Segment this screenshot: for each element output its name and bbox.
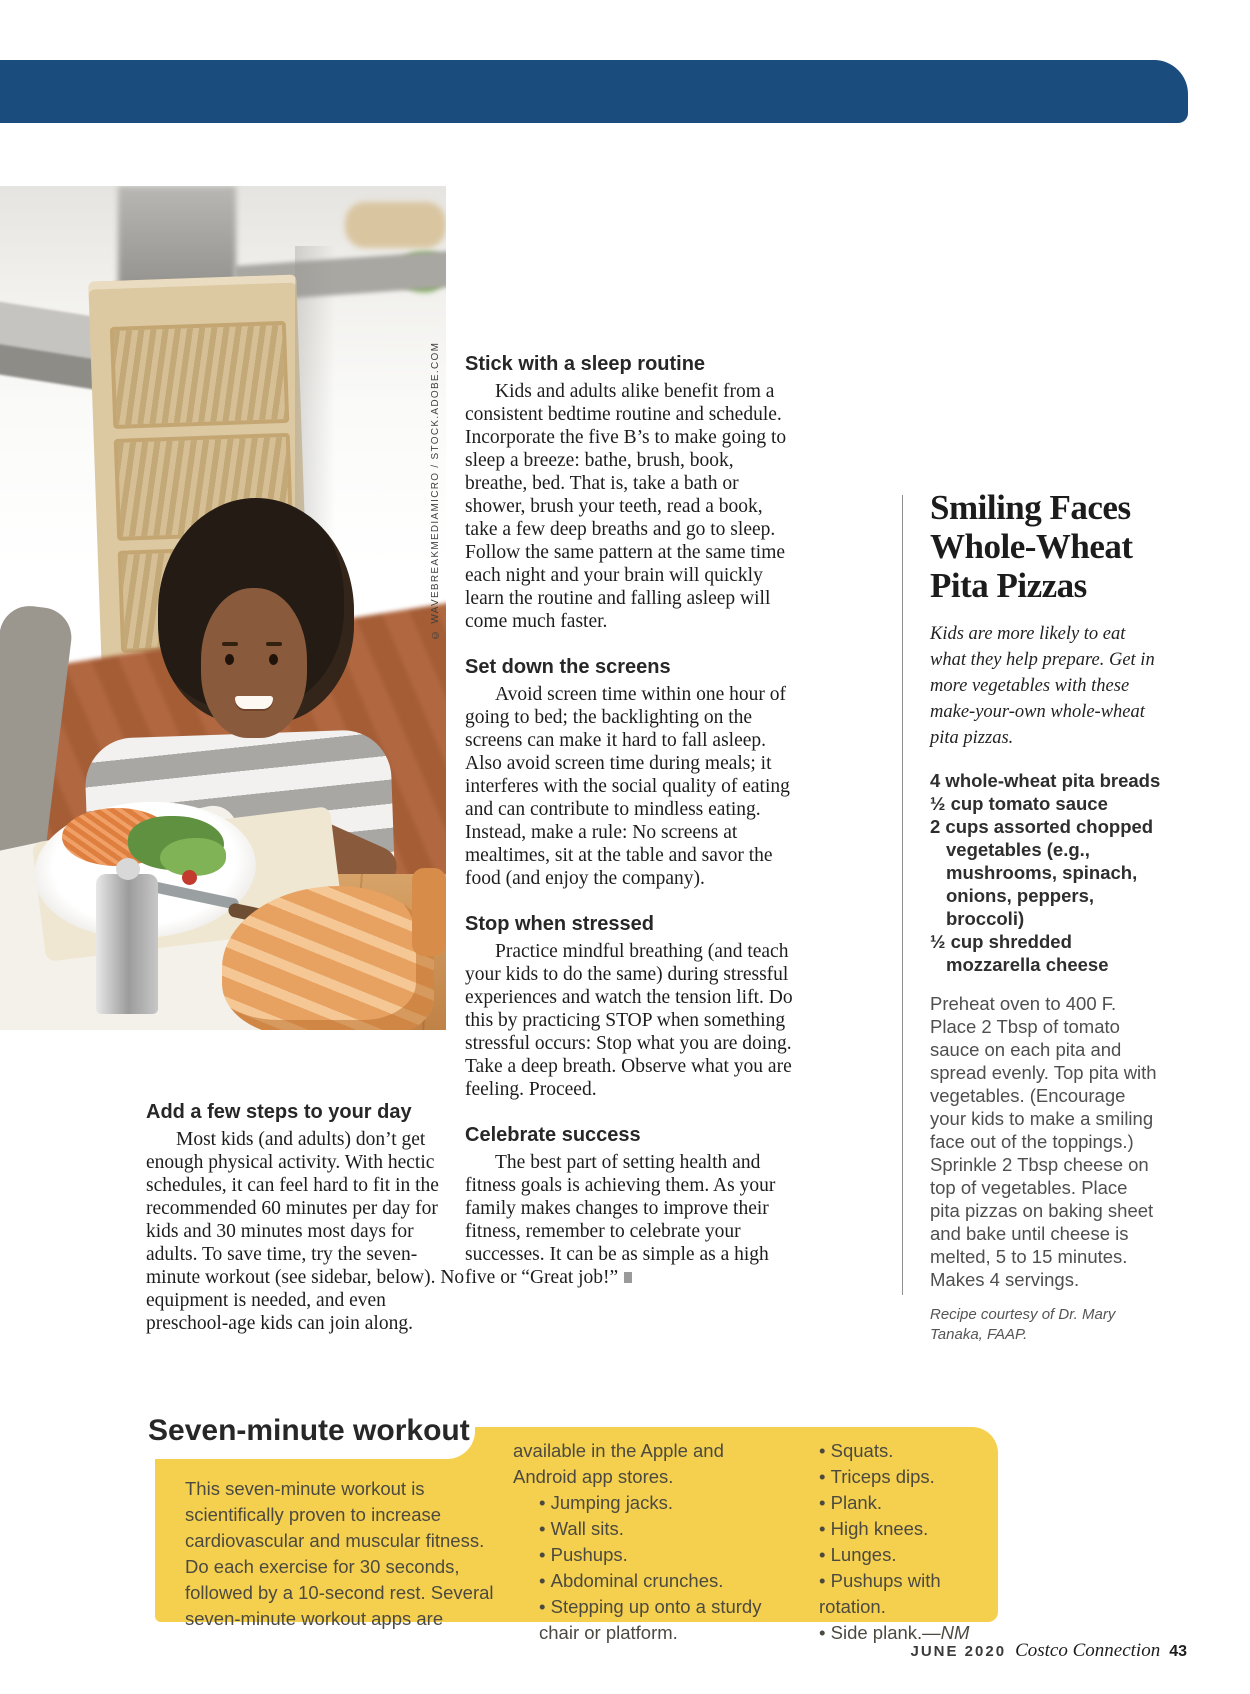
photo-child-face — [201, 588, 307, 738]
workout-right-column — [793, 1438, 993, 1646]
photo-tomato — [182, 870, 197, 885]
photo-credit: © WAVEBREAKMEDIAMICRO / STOCK.ADOBE.COM — [430, 341, 441, 640]
recipe-ingredient: 2 cups assorted chopped vegetables (e.g., mushrooms, spinach, onions, peppers, broccoli) — [930, 816, 1154, 929]
section-heading: Set down the screens — [465, 656, 671, 678]
workout-exercise: • High knees. — [819, 1516, 993, 1542]
workout-exercise: • Squats. — [819, 1438, 993, 1464]
photo-basket — [110, 321, 289, 429]
photo-eyebrow — [266, 642, 282, 646]
workout-exercise: • Triceps dips. — [819, 1464, 993, 1490]
workout-exercise: • Pushups. — [539, 1542, 781, 1568]
section-body: Practice mindful breathing (and teach your kids to do the same) during stressful experiences and watch the tension lift. Do this by practicing STOP when something stressful occurs: Stop what you are doing. Take a deep breath. Observe what you are feeling. Proceed. — [465, 941, 793, 1100]
recipe-ingredient-list — [930, 769, 1162, 976]
section-add-steps — [146, 1100, 468, 1335]
workout-middle-column — [513, 1438, 781, 1646]
workout-exercise: • Lunges. — [819, 1542, 993, 1568]
photo-bread-roll — [412, 868, 446, 956]
workout-intro-column: This seven-minute workout is scientifically proven to increase cardiovascular and muscular fitness. Do each exercise for 30 seconds, followed by a 10-second rest. Several seven-minute workout apps are — [185, 1478, 494, 1629]
section-body: Avoid screen time within one hour of going to bed; the backlighting on the screens can make it hard to fall asleep. Also avoid screen time during meals; it interferes with the social quality of eating and can contribute to mindless eating. Instead, make a rule: No screens at mealtimes, sit at the table and savor the food (and enjoy the company). — [465, 684, 790, 889]
workout-intro-continued: available in the Apple and Android app stores. — [513, 1440, 724, 1487]
workout-exercise: • Jumping jacks. — [539, 1490, 781, 1516]
article-photo — [0, 186, 446, 1030]
section-sleep-routine — [465, 352, 799, 633]
workout-exercise-list-2 — [793, 1438, 993, 1646]
section-body: Kids and adults alike benefit from a consistent bedtime routine and schedule. Incorporate the five B’s to make going to sleep a breeze: bathe, brush, book, breathe, bed. That is, take a bath or shower, brush your teeth, read a book, take a few deep breaths and go to sleep. Follow the same pattern at the same time each night and your brain will quickly learn the routine and falling asleep will come much faster. — [465, 381, 787, 632]
header-accent-bar — [0, 60, 1188, 123]
recipe-sidebar — [930, 488, 1162, 1345]
article-column-left — [146, 1100, 468, 1357]
photo-eyebrow — [222, 642, 238, 646]
workout-exercise: • Side plank.—NM — [819, 1620, 993, 1646]
workout-exercise: • Wall sits. — [539, 1516, 781, 1542]
section-body: The best part of setting health and fitness goals is achieving them. As your family makes changes to improve their fitness, remember to celebrate your successes. It can be as simple as a high five or “Great job!” — [465, 1152, 776, 1288]
recipe-ingredient: ½ cup tomato sauce — [930, 793, 1108, 814]
photo-pepper-mill-knob — [116, 858, 140, 880]
section-heading: Stop when stressed — [465, 913, 654, 935]
recipe-intro: Kids are more likely to eat what they help prepare. Get in more vegetables with these make-your-own whole-wheat pita pizzas. — [930, 624, 1155, 748]
workout-title: Seven-minute workout — [148, 1414, 470, 1447]
end-of-article-marker — [624, 1272, 632, 1283]
section-heading: Stick with a sleep routine — [465, 353, 706, 375]
workout-exercise: • Abdominal crunches. — [539, 1568, 781, 1594]
recipe-ingredient: ½ cup shredded mozzarella cheese — [930, 931, 1109, 975]
section-set-down-screens — [465, 655, 799, 890]
workout-exercise: • Stepping up onto a sturdy chair or platform. — [539, 1594, 781, 1646]
photo-eye — [269, 654, 278, 665]
photo-pepper-mill — [96, 874, 158, 1014]
section-heading: Celebrate success — [465, 1124, 641, 1146]
section-stop-when-stressed — [465, 912, 799, 1101]
photo-smile — [235, 696, 273, 709]
author-initials: —NM — [922, 1622, 970, 1643]
footer-page-number: 43 — [1169, 1643, 1187, 1660]
photo-eye — [225, 654, 234, 665]
recipe-ingredient: 4 whole-wheat pita breads — [930, 770, 1161, 791]
recipe-title: Smiling Faces Whole-Wheat Pita Pizzas — [930, 488, 1133, 605]
recipe-credit: Recipe courtesy of Dr. Mary Tanaka, FAAP. — [930, 1306, 1116, 1343]
section-body: Most kids (and adults) don’t get enough physical activity. With hectic schedules, it can feel hard to fit in the recommended 60 minutes per day for kids and 30 minutes most days for adults. To save time, try the seven-minute workout (see sidebar, below). No equipment is needed, and even preschool-age kids can join along. — [146, 1129, 465, 1334]
workout-exercise: • Plank. — [819, 1490, 993, 1516]
workout-exercise-list-1 — [513, 1490, 781, 1646]
workout-exercise: • Pushups with rotation. — [819, 1568, 993, 1620]
footer-issue-date: JUNE 2020 — [910, 1643, 1007, 1660]
section-celebrate-success — [465, 1123, 799, 1289]
page-footer — [911, 1640, 1188, 1662]
section-heading: Add a few steps to your day — [146, 1101, 412, 1123]
recipe-directions: Preheat oven to 400 F. Place 2 Tbsp of tomato sauce on each pita and spread evenly. Top pita with vegetables. (Encourage your kids to make a smiling face out of the toppings.) Sprinkle 2 Tbsp cheese on top of vegetables. Place pita pizzas on baking sheet and bake until cheese is melted, 5 to 15 minutes. Makes 4 servings. — [930, 993, 1157, 1290]
article-column-middle — [465, 352, 799, 1311]
footer-magazine-name: Costco Connection — [1015, 1640, 1161, 1661]
recipe-divider-rule — [902, 495, 903, 1295]
